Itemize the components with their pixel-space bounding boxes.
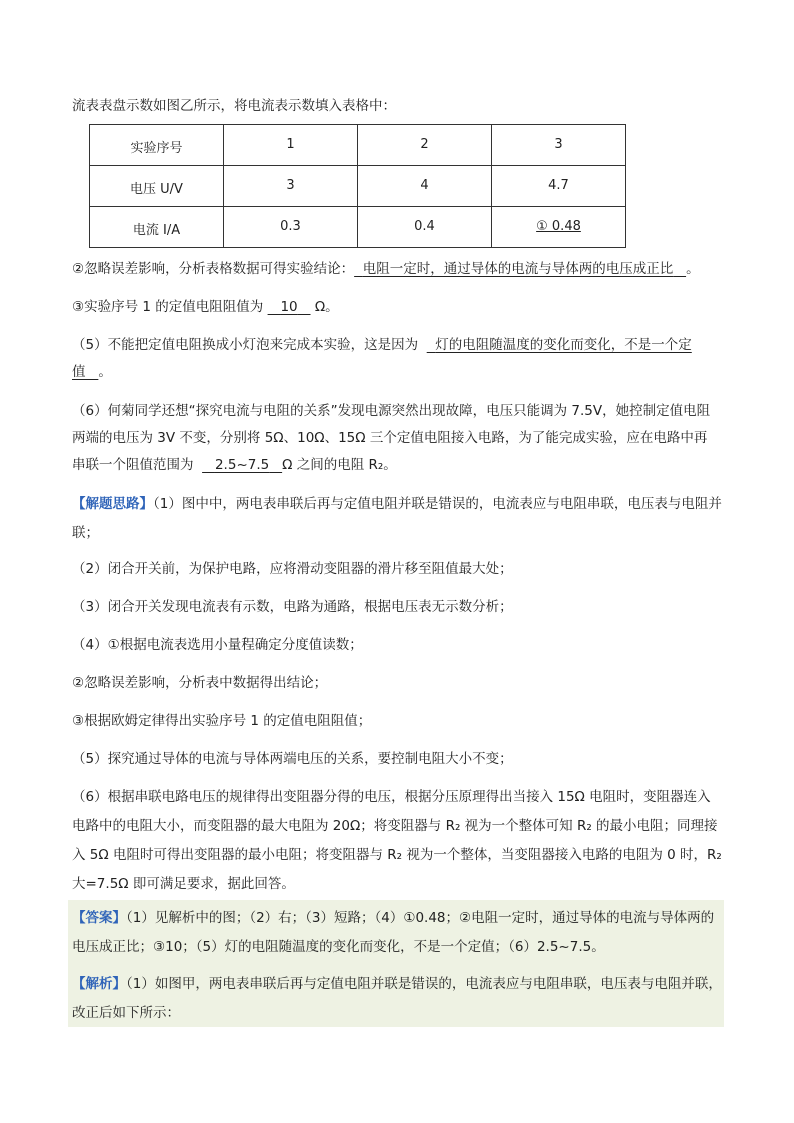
analysis-label: 【解析】: [72, 976, 126, 992]
q5-answer-b: 值: [72, 364, 86, 380]
table-cell-text: ① 0.48: [536, 219, 581, 234]
q6-c-suffix: Ω 之间的电阻 R₂。: [282, 457, 397, 473]
table-row: [90, 207, 626, 248]
q2-answer: 电阻一定时，通过导体的电流与导体两的电压成正比: [362, 261, 674, 277]
q6-c-prefix: 串联一个阻值范围为: [72, 457, 194, 473]
q2-prefix: ②忽略误差影响，分析表格数据可得实验结论：: [72, 261, 355, 277]
table-cell-text: 0.4: [414, 219, 435, 234]
table-cell-text: 4: [420, 178, 429, 193]
q3-prefix: ③实验序号 1 的定值电阻阻值为: [72, 299, 264, 315]
thinking-p5: ②忽略误差影响，分析表中数据得出结论；: [72, 675, 328, 691]
table-cell-text: 0.3: [280, 219, 301, 234]
thinking-p4: （4）①根据电流表选用小量程确定分度值读数；: [72, 637, 363, 653]
analysis-text: [72, 970, 724, 1028]
table-row: [90, 125, 626, 166]
q3-line: [72, 297, 724, 317]
q3-unit: Ω。: [314, 299, 339, 315]
table-cell: [492, 166, 626, 207]
intro-line: 流表表盘示数如图乙所示，将电流表示数填入表格中：: [72, 98, 396, 114]
table-cell-text: 电压 U/V: [130, 182, 183, 197]
q2-end: 。: [686, 261, 700, 277]
thinking-p7: （5）探究通过导体的电流与导体两端电压的关系，要控制电阻大小不变；: [72, 751, 513, 767]
table-cell: [358, 207, 492, 248]
thinking-p8: （6）根据串联电路电压的规律得出变阻器分得的电压，根据分压原理得出当接入 15Ω 电阻时，变阻器连入电路中的电阻大小，而变阻器的最大电阻为 20Ω；将变阻器与 R₂ 视为一个整体可知 R₂ 的最小电阻；同理接入 5Ω 电阻时可得出变阻器的最小电阻；将变阻器与 R₂ 视为一个整体，当变阻器接入电路的电阻为 0 时，R₂ 大=7.5Ω 即可满足要求，据此回答。: [72, 789, 722, 892]
answer-text: [72, 904, 724, 962]
table-cell-text: 电流 I/A: [132, 223, 181, 238]
q3-answer: 10: [280, 299, 298, 315]
table-cell: [224, 125, 358, 166]
table-row: [90, 166, 626, 207]
q6-line-c: [72, 455, 724, 475]
table-cell: [90, 207, 224, 248]
table-cell-text: 2: [420, 137, 429, 152]
table-cell-text: 1: [286, 137, 295, 152]
table-cell: [492, 125, 626, 166]
q6-line-a: （6）何菊同学还想“探究电流与电阻的关系”发现电源突然出现故障，电压只能调为 7.5V，她控制定值电阻: [72, 403, 711, 419]
analysis-body: （1）如图甲，两电表串联后再与定值电阻并联是错误的，电流表应与电阻串联，电压表与电阻并联，改正后如下所示：: [72, 976, 722, 1021]
table-cell: [358, 166, 492, 207]
thinking-p6: ③根据欧姆定律得出实验序号 1 的定值电阻阻值；: [72, 713, 372, 729]
q5-answer-a: 灯的电阻随温度的变化而变化，不是一个定: [435, 337, 692, 353]
table-cell-text: 4.7: [548, 178, 569, 193]
thinking-p3: （3）闭合开关发现电流表有示数，电路为通路，根据电压表无示数分析；: [72, 599, 513, 615]
q2-line: [72, 259, 724, 279]
thinking-p1-text: （1）图中中，两电表串联后再与定值电阻并联是错误的，电流表应与电阻串联，电压表与电阻并联；: [72, 496, 722, 541]
q5-line-a: [72, 335, 724, 355]
q5-end: 。: [98, 364, 112, 380]
q6-c-answer: 2.5~7.5: [214, 457, 270, 473]
table-cell: [224, 207, 358, 248]
data-table: [89, 124, 626, 248]
thinking-p1: [72, 490, 724, 548]
thinking-label: 【解题思路】: [72, 496, 153, 512]
table-cell: [358, 125, 492, 166]
q5-prefix: （5）不能把定值电阻换成小灯泡来完成本实验，这是因为: [72, 337, 419, 353]
table-cell: [90, 125, 224, 166]
table-cell-text: 实验序号: [130, 141, 183, 156]
q5-line-b: [72, 362, 724, 382]
table-cell-text: 3: [286, 178, 295, 193]
table-cell: [224, 166, 358, 207]
answer-body: （1）见解析中的图；（2）右；（3）短路；（4）①0.48；②电阻一定时，通过导体的电流与导体两的电压成正比；③10；（5）灯的电阻随温度的变化而变化，不是一个定值；（6）2.5~7.5。: [72, 910, 715, 955]
thinking-p2: （2）闭合开关前，为保护电路，应将滑动变阻器的滑片移至阻值最大处；: [72, 561, 513, 577]
q6-line-b: 两端的电压为 3V 不变，分别将 5Ω、10Ω、15Ω 三个定值电阻接入电路，为了能完成实验，应在电路中再: [72, 430, 708, 446]
answer-label: 【答案】: [72, 910, 126, 926]
table-cell-text: 3: [554, 137, 563, 152]
table-cell: [492, 207, 626, 248]
table-cell: [90, 166, 224, 207]
